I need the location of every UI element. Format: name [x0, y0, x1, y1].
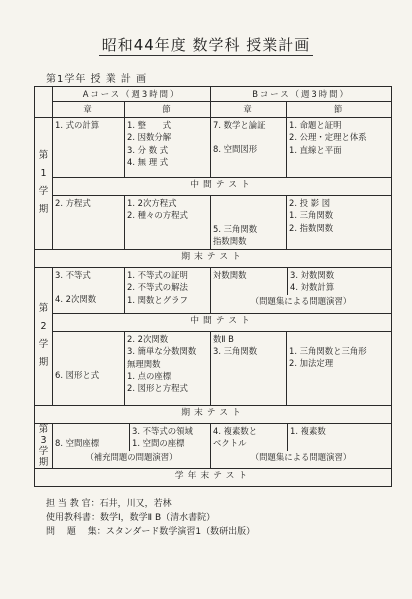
document-title: 昭和44年度 数学科 授業計画	[0, 34, 412, 55]
footer-problems: 問 題 集：スタンダード数学演習1（数研出版）	[46, 527, 256, 537]
chapter-header-a: 章	[53, 102, 125, 117]
t2-b-note: （問題集による問題演習）	[250, 295, 352, 306]
t2-b-sections: 3. 対数関数 4. 対数計算	[290, 269, 335, 293]
t1-a2-sections: 1. 2次方程式 2. 種々の方程式	[125, 195, 211, 249]
section-header-a: 節	[125, 102, 211, 117]
course-b-header: Bコース（週3時間）	[211, 87, 392, 102]
term-1-label: 第 1 学 期	[35, 117, 53, 249]
table-subtitle: 第1学年 授 業 計 画	[46, 74, 148, 85]
t1-b-chapters: 7. 数学と論証 8. 空間図形	[211, 117, 287, 177]
t3-b-sections: 1. 複素数	[290, 425, 326, 436]
chapter-header-b: 章	[211, 102, 287, 117]
section-header-b: 節	[287, 102, 392, 117]
t2-a-chapters: 3. 不等式 4. 2次関数	[53, 267, 125, 313]
t1-b-sections: 1. 命題と証明 2. 公理・定理と体系 1. 直線と平面	[287, 117, 392, 177]
t2-a2-sections: 2. 2次関数 3. 簡単な分数関数 無理関数 1. 点の座標 2. 図形と方程式	[125, 331, 211, 405]
t1-midterm-exam: 中間テスト	[53, 177, 392, 195]
t2-b-chapters: 対数関数	[211, 268, 288, 295]
t2-midterm-exam: 中間テスト	[53, 313, 392, 331]
t3-b-chapters: 4. 複素数と ベクトル	[211, 424, 288, 451]
t3-a-note: （補充問題の問題演習）	[85, 451, 178, 462]
course-a-header: Aコース（週3時間）	[53, 87, 211, 102]
t3-a-sections: 3. 不等式の領域 1. 空間の座標	[132, 425, 193, 449]
t2-b2-sections: 1. 三角関数と三角形 2. 加法定理	[287, 331, 392, 405]
t1-b2-chapters: 5. 三角関数 指数関数	[211, 195, 287, 249]
footer-textbooks: 使用教科書：数学Ⅰ，数学Ⅱ B（清水書院）	[46, 513, 216, 523]
footer-teachers: 担 当 教 官：石井，川又，若林	[46, 499, 172, 509]
t3-b-block	[211, 423, 392, 468]
t2-a2-chapters: 6. 図形と式	[53, 331, 125, 405]
t1-final-exam: 期末テスト	[35, 249, 392, 267]
t2-final-exam: 期末テスト	[35, 405, 392, 423]
lesson-plan-table	[34, 86, 392, 487]
term-2-label: 第 2 学 期	[35, 267, 53, 405]
t3-b-note: （問題集による問題演習）	[250, 451, 352, 462]
year-end-exam: 学年末テスト	[35, 468, 392, 486]
t2-b2-chapters: 数Ⅱ B 3. 三角関数	[211, 331, 287, 405]
footer-info	[46, 497, 255, 539]
t1-a-sections: 1. 整 式 2. 因数分解 3. 分 数 式 4. 無 理 式	[125, 117, 211, 177]
t1-a-chapters: 1. 式の計算	[53, 117, 125, 177]
corner-cell	[35, 87, 53, 118]
t2-b-block	[211, 267, 392, 313]
t2-a-sections: 1. 不等式の証明 2. 不等式の解法 1. 関数とグラフ	[125, 267, 211, 313]
t3-a-block	[53, 423, 211, 468]
t1-a2-chapters: 2. 方程式	[53, 195, 125, 249]
t3-a-chapters: 8. 空間座標	[53, 424, 130, 451]
term-3-label: 第 3 学 期	[35, 423, 53, 468]
t1-b2-sections: 2. 投 影 図 1. 三角関数 2. 指数関数	[287, 195, 392, 249]
